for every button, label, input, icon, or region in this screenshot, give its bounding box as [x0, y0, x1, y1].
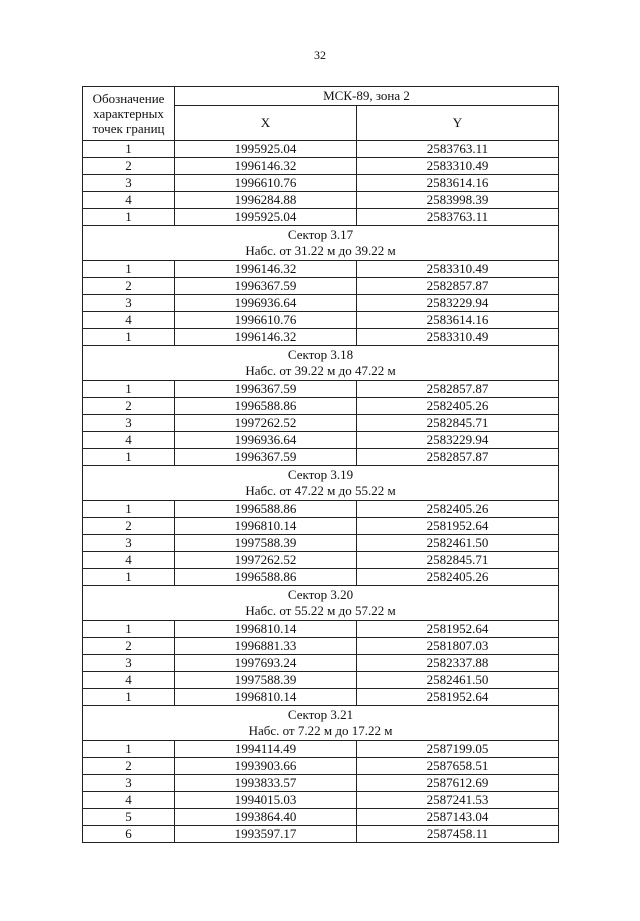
x-coordinate-cell: 1993864.40: [175, 809, 357, 826]
y-coordinate-cell: 2582857.87: [357, 381, 559, 398]
y-coordinate-cell: 2587199.05: [357, 741, 559, 758]
y-coordinate-cell: 2583763.11: [357, 141, 559, 158]
x-coordinate-cell: 1996936.64: [175, 295, 357, 312]
y-coordinate-cell: 2582845.71: [357, 415, 559, 432]
table-row: [83, 826, 559, 843]
x-coordinate-cell: 1996146.32: [175, 158, 357, 175]
sector-title: Сектор 3.21: [287, 707, 354, 722]
point-number-cell: 4: [83, 792, 175, 809]
sector-title: Сектор 3.17: [287, 227, 354, 242]
y-coordinate-cell: 2587458.11: [357, 826, 559, 843]
x-coordinate-cell: 1996367.59: [175, 278, 357, 295]
sector-title: Сектор 3.20: [287, 587, 354, 602]
sector-header: [83, 586, 559, 621]
x-coordinate-cell: 1997693.24: [175, 655, 357, 672]
y-coordinate-cell: 2587658.51: [357, 758, 559, 775]
sector-header: [83, 466, 559, 501]
table-row: [83, 809, 559, 826]
x-coordinate-cell: 1994015.03: [175, 792, 357, 809]
y-coordinate-cell: 2587241.53: [357, 792, 559, 809]
point-number-cell: 1: [83, 621, 175, 638]
sector-header-row: [83, 586, 559, 621]
table-row: [83, 655, 559, 672]
table-row: [83, 158, 559, 175]
x-coordinate-cell: 1996146.32: [175, 261, 357, 278]
page-number: 32: [314, 48, 326, 62]
point-number-cell: 4: [83, 432, 175, 449]
y-coordinate-cell: 2581952.64: [357, 689, 559, 706]
point-number-cell: 3: [83, 175, 175, 192]
table-row: [83, 398, 559, 415]
sector-header-row: [83, 706, 559, 741]
sector-elevation-range: Набс. от 31.22 м до 39.22 м: [245, 243, 396, 258]
point-number-cell: 2: [83, 158, 175, 175]
table-row: [83, 689, 559, 706]
table-body: [83, 141, 559, 843]
table-row: [83, 261, 559, 278]
table-row: [83, 775, 559, 792]
x-coordinate-cell: 1996810.14: [175, 621, 357, 638]
sector-header: [83, 226, 559, 261]
y-coordinate-cell: 2582857.87: [357, 278, 559, 295]
x-coordinate-cell: 1996810.14: [175, 689, 357, 706]
point-number-cell: 1: [83, 741, 175, 758]
table-row: [83, 792, 559, 809]
table-row: [83, 278, 559, 295]
coordinate-system-header: МСК-89, зона 2: [175, 87, 559, 106]
sector-elevation-range: Набс. от 39.22 м до 47.22 м: [245, 363, 396, 378]
y-coordinate-cell: 2582405.26: [357, 398, 559, 415]
y-coordinate-cell: 2581952.64: [357, 621, 559, 638]
sector-title: Сектор 3.18: [287, 347, 354, 362]
point-number-cell: 3: [83, 295, 175, 312]
y-coordinate-cell: 2582857.87: [357, 449, 559, 466]
x-coordinate-cell: 1993597.17: [175, 826, 357, 843]
sector-header-row: [83, 466, 559, 501]
table-row: [83, 552, 559, 569]
table-row: [83, 501, 559, 518]
point-number-cell: 3: [83, 415, 175, 432]
y-coordinate-cell: 2583310.49: [357, 329, 559, 346]
x-coordinate-cell: 1996881.33: [175, 638, 357, 655]
point-number-cell: 1: [83, 261, 175, 278]
point-number-cell: 4: [83, 312, 175, 329]
table-row: [83, 312, 559, 329]
sector-header: [83, 706, 559, 741]
point-number-cell: 1: [83, 689, 175, 706]
point-number-cell: 1: [83, 209, 175, 226]
point-number-cell: 2: [83, 518, 175, 535]
sector-header-row: [83, 226, 559, 261]
y-coordinate-cell: 2582405.26: [357, 501, 559, 518]
point-number-cell: 4: [83, 552, 175, 569]
sector-header-row: [83, 346, 559, 381]
table-row: [83, 638, 559, 655]
table-row: [83, 758, 559, 775]
table-row: [83, 209, 559, 226]
table-row: [83, 192, 559, 209]
table-row: [83, 329, 559, 346]
y-coordinate-cell: 2583229.94: [357, 295, 559, 312]
x-coordinate-cell: 1996367.59: [175, 449, 357, 466]
x-coordinate-cell: 1995925.04: [175, 141, 357, 158]
y-column-header: Y: [357, 106, 559, 141]
y-coordinate-cell: 2582337.88: [357, 655, 559, 672]
sector-elevation-range: Набс. от 47.22 м до 55.22 м: [245, 483, 396, 498]
x-coordinate-cell: 1996588.86: [175, 398, 357, 415]
point-number-cell: 6: [83, 826, 175, 843]
x-coordinate-cell: 1996367.59: [175, 381, 357, 398]
point-number-cell: 3: [83, 655, 175, 672]
x-coordinate-cell: 1997588.39: [175, 535, 357, 552]
y-coordinate-cell: 2583998.39: [357, 192, 559, 209]
point-number-cell: 3: [83, 535, 175, 552]
y-coordinate-cell: 2583229.94: [357, 432, 559, 449]
table-row: [83, 175, 559, 192]
x-coordinate-cell: 1997262.52: [175, 415, 357, 432]
point-number-cell: 2: [83, 638, 175, 655]
x-coordinate-cell: 1996610.76: [175, 175, 357, 192]
y-coordinate-cell: 2583763.11: [357, 209, 559, 226]
x-coordinate-cell: 1995925.04: [175, 209, 357, 226]
table-row: [83, 535, 559, 552]
x-coordinate-cell: 1996588.86: [175, 501, 357, 518]
sector-elevation-range: Набс. от 7.22 м до 17.22 м: [248, 723, 393, 738]
x-coordinate-cell: 1996936.64: [175, 432, 357, 449]
point-number-cell: 1: [83, 449, 175, 466]
table-row: [83, 141, 559, 158]
x-coordinate-cell: 1993833.57: [175, 775, 357, 792]
table-row: [83, 449, 559, 466]
table-row: [83, 381, 559, 398]
point-number-cell: 1: [83, 569, 175, 586]
table-row: [83, 621, 559, 638]
coordinates-table: [82, 86, 559, 843]
x-coordinate-cell: 1996146.32: [175, 329, 357, 346]
point-number-cell: 4: [83, 672, 175, 689]
point-number-cell: 1: [83, 381, 175, 398]
y-coordinate-cell: 2581807.03: [357, 638, 559, 655]
point-number-cell: 1: [83, 141, 175, 158]
point-number-cell: 3: [83, 775, 175, 792]
table-row: [83, 569, 559, 586]
table-row: [83, 672, 559, 689]
point-number-cell: 2: [83, 398, 175, 415]
sector-title: Сектор 3.19: [287, 467, 354, 482]
y-coordinate-cell: 2582405.26: [357, 569, 559, 586]
y-coordinate-cell: 2587143.04: [357, 809, 559, 826]
x-coordinate-cell: 1993903.66: [175, 758, 357, 775]
x-coordinate-cell: 1996588.86: [175, 569, 357, 586]
point-number-cell: 2: [83, 758, 175, 775]
y-coordinate-cell: 2582461.50: [357, 672, 559, 689]
y-coordinate-cell: 2587612.69: [357, 775, 559, 792]
y-coordinate-cell: 2583310.49: [357, 158, 559, 175]
y-coordinate-cell: 2583310.49: [357, 261, 559, 278]
x-coordinate-cell: 1997588.39: [175, 672, 357, 689]
y-coordinate-cell: 2581952.64: [357, 518, 559, 535]
table-row: [83, 518, 559, 535]
sector-elevation-range: Набс. от 55.22 м до 57.22 м: [245, 603, 396, 618]
y-coordinate-cell: 2583614.16: [357, 175, 559, 192]
point-number-cell: 2: [83, 278, 175, 295]
point-number-cell: 4: [83, 192, 175, 209]
table-row: [83, 295, 559, 312]
table-row: [83, 415, 559, 432]
y-coordinate-cell: 2582461.50: [357, 535, 559, 552]
table-row: [83, 741, 559, 758]
x-coordinate-cell: 1996810.14: [175, 518, 357, 535]
x-column-header: X: [175, 106, 357, 141]
point-number-cell: 1: [83, 329, 175, 346]
y-coordinate-cell: 2582845.71: [357, 552, 559, 569]
x-coordinate-cell: 1996610.76: [175, 312, 357, 329]
x-coordinate-cell: 1996284.88: [175, 192, 357, 209]
point-designation-header: Обозначение характерных точек границ: [83, 87, 175, 141]
x-coordinate-cell: 1997262.52: [175, 552, 357, 569]
x-coordinate-cell: 1994114.49: [175, 741, 357, 758]
point-number-cell: 1: [83, 501, 175, 518]
table-row: [83, 432, 559, 449]
y-coordinate-cell: 2583614.16: [357, 312, 559, 329]
point-number-cell: 5: [83, 809, 175, 826]
sector-header: [83, 346, 559, 381]
